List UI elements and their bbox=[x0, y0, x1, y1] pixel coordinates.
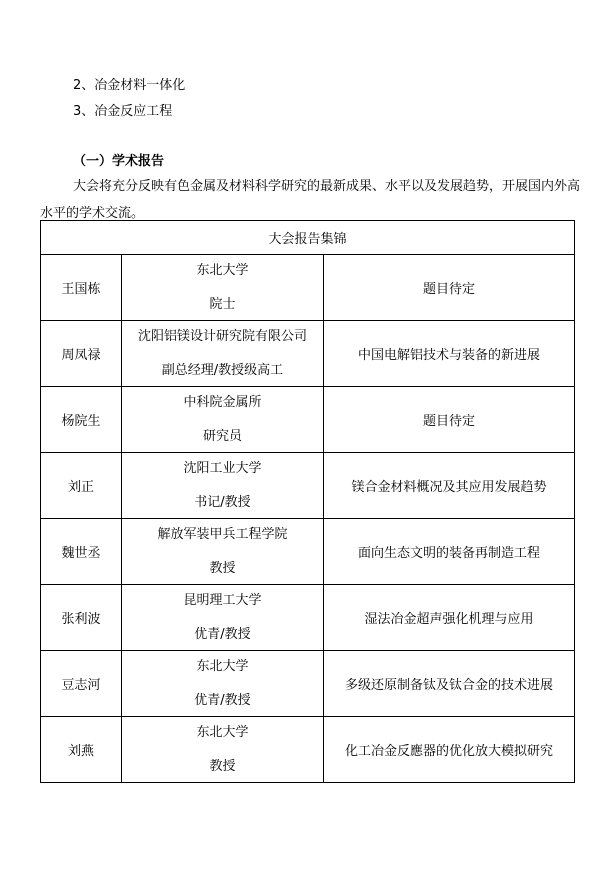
speaker-name: 豆志河 bbox=[41, 651, 122, 717]
table-row bbox=[41, 387, 575, 453]
report-topic: 多级还原制备钛及钛合金的技术进展 bbox=[324, 651, 575, 717]
speaker-name: 周凤禄 bbox=[41, 321, 122, 387]
speaker-affiliation: 沈阳铝镁设计研究院有限公司 bbox=[137, 328, 307, 344]
list-item-separator: 、 bbox=[81, 104, 95, 119]
intro-paragraph-line-1: 大会将充分反映有色金属及材料科学研究的最新成果、水平以及发展趋势，开展国内外高 bbox=[73, 179, 581, 194]
table-row bbox=[41, 255, 575, 321]
speaker-position: 教授 bbox=[209, 758, 236, 774]
list-item-number: 3 bbox=[73, 104, 82, 119]
speaker-name: 刘正 bbox=[41, 453, 122, 519]
speaker-affiliation: 东北大学 bbox=[196, 724, 249, 740]
list-item-number: 2 bbox=[73, 78, 82, 93]
report-topic: 湿法冶金超声强化机理与应用 bbox=[324, 585, 575, 651]
report-topic: 镁合金材料概况及其应用发展趋势 bbox=[324, 453, 575, 519]
speaker-affiliation: 沈阳工业大学 bbox=[183, 460, 262, 476]
table-title: 大会报告集锦 bbox=[41, 221, 575, 255]
table-row bbox=[41, 453, 575, 519]
table-title-row bbox=[41, 221, 575, 255]
speaker-name: 刘燕 bbox=[41, 717, 122, 783]
speaker-position: 院士 bbox=[209, 296, 236, 312]
list-item-3 bbox=[73, 100, 172, 119]
table-row bbox=[41, 321, 575, 387]
speaker-affiliation: 东北大学 bbox=[196, 658, 249, 674]
speaker-position: 优青/教授 bbox=[194, 692, 251, 708]
speaker-affiliation: 解放军装甲兵工程学院 bbox=[157, 526, 288, 542]
speaker-affiliation-cell bbox=[122, 387, 324, 453]
speaker-affiliation-cell bbox=[122, 651, 324, 717]
speaker-position: 优青/教授 bbox=[194, 626, 251, 642]
table-row bbox=[41, 585, 575, 651]
speaker-position: 教授 bbox=[209, 560, 236, 576]
speaker-affiliation-cell bbox=[122, 585, 324, 651]
table-row bbox=[41, 519, 575, 585]
speaker-affiliation-cell bbox=[122, 453, 324, 519]
speaker-position: 副总经理/教授级高工 bbox=[161, 362, 284, 378]
report-topic: 化工冶金反應器的优化放大模拟研究 bbox=[324, 717, 575, 783]
list-item-separator: 、 bbox=[81, 78, 95, 93]
speaker-name: 王国栋 bbox=[41, 255, 122, 321]
speaker-affiliation: 中科院金属所 bbox=[183, 394, 262, 410]
report-table bbox=[40, 220, 575, 783]
speaker-affiliation: 东北大学 bbox=[196, 262, 249, 278]
speaker-name: 魏世丞 bbox=[41, 519, 122, 585]
speaker-name: 张利波 bbox=[41, 585, 122, 651]
report-topic: 中国电解铝技术与装备的新进展 bbox=[324, 321, 575, 387]
speaker-name: 杨院生 bbox=[41, 387, 122, 453]
report-topic: 题目待定 bbox=[324, 255, 575, 321]
speaker-affiliation-cell bbox=[122, 321, 324, 387]
speaker-affiliation-cell bbox=[122, 717, 324, 783]
speaker-position: 研究员 bbox=[202, 428, 242, 444]
section-heading: （一）学术报告 bbox=[73, 154, 165, 169]
table-row bbox=[41, 717, 575, 783]
speaker-affiliation: 昆明理工大学 bbox=[183, 592, 262, 608]
list-item-text: 冶金材料一体化 bbox=[94, 78, 186, 93]
intro-paragraph-line-2: 水平的学术交流。 bbox=[40, 206, 145, 221]
speaker-position: 书记/教授 bbox=[194, 494, 251, 510]
table-row bbox=[41, 651, 575, 717]
list-item-2 bbox=[73, 74, 185, 93]
report-topic: 面向生态文明的装备再制造工程 bbox=[324, 519, 575, 585]
list-item-text: 冶金反应工程 bbox=[94, 104, 173, 119]
speaker-affiliation-cell bbox=[122, 255, 324, 321]
speaker-affiliation-cell bbox=[122, 519, 324, 585]
report-topic: 题目待定 bbox=[324, 387, 575, 453]
